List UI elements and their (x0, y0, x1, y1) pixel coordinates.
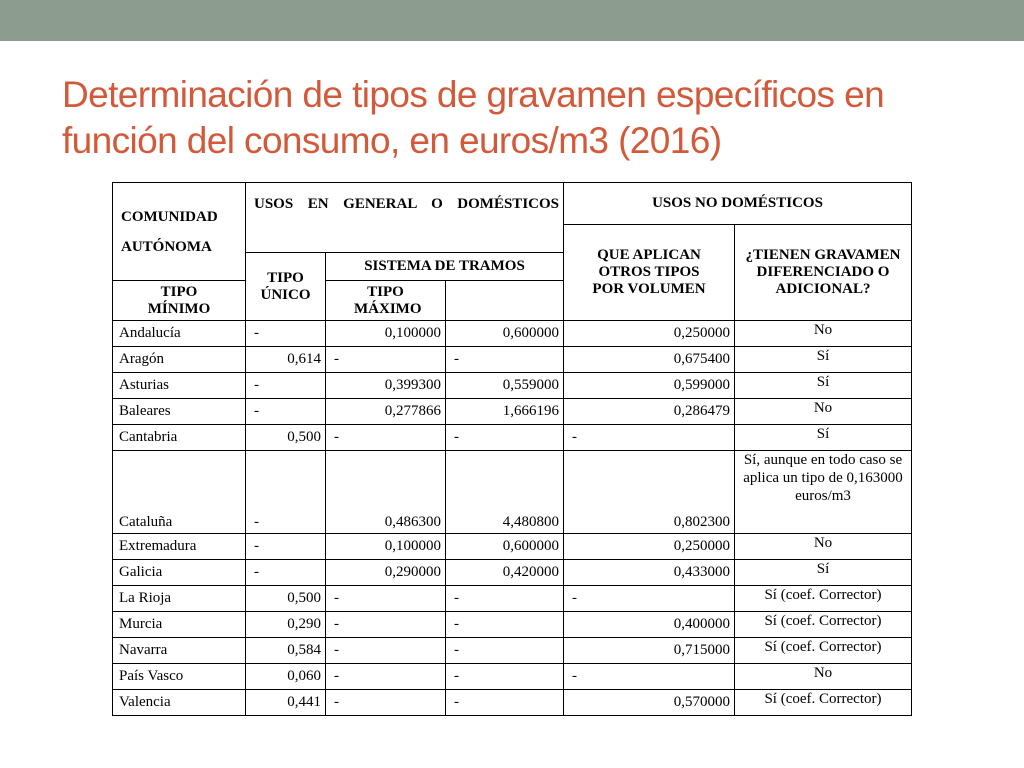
cell-comunidad: Asturias (113, 373, 246, 399)
cell-comunidad: Extremadura (113, 534, 246, 560)
table-row (113, 451, 912, 534)
table-row (113, 399, 912, 425)
cell-otros-tipos: 0,433000 (564, 560, 735, 586)
table-row (113, 425, 912, 451)
cell-gravamen: No (735, 399, 912, 425)
tax-table-container (112, 182, 912, 716)
cell-tipo-unico: 0,584 (246, 638, 326, 664)
cell-gravamen: No (735, 664, 912, 690)
cell-tipo-minimo: 0,290000 (326, 560, 446, 586)
cell-tipo-minimo: 0,486300 (326, 451, 446, 534)
cell-tipo-minimo: - (326, 347, 446, 373)
cell-gravamen: Sí (coef. Corrector) (735, 690, 912, 716)
cell-gravamen: Sí, aunque en todo caso se aplica un tipo de 0,163000 euros/m3 (735, 451, 912, 534)
cell-tipo-unico: 0,614 (246, 347, 326, 373)
cell-otros-tipos: 0,802300 (564, 451, 735, 534)
header-otros-tipos: QUE APLICAN OTROS TIPOS POR VOLUMEN (564, 225, 735, 321)
cell-tipo-unico: 0,500 (246, 425, 326, 451)
cell-gravamen: Sí (coef. Corrector) (735, 586, 912, 612)
cell-otros-tipos: 0,286479 (564, 399, 735, 425)
header-comunidad: COMUNIDAD AUTÓNOMA (113, 183, 246, 281)
cell-tipo-minimo: 0,100000 (326, 534, 446, 560)
cell-tipo-unico: 0,441 (246, 690, 326, 716)
table-row (113, 638, 912, 664)
cell-comunidad: Cataluña (113, 451, 246, 534)
cell-tipo-minimo: 0,399300 (326, 373, 446, 399)
cell-tipo-minimo: 0,100000 (326, 321, 446, 347)
cell-tipo-minimo: - (326, 638, 446, 664)
header-usos-general: USOS EN GENERAL O DOMÉSTICOS (246, 183, 564, 253)
cell-tipo-maximo: 4,480800 (446, 451, 564, 534)
header-gravamen-diferenciado: ¿TIENEN GRAVAMEN DIFERENCIADO O ADICIONAL? (735, 225, 912, 321)
cell-otros-tipos: 0,675400 (564, 347, 735, 373)
cell-comunidad: País Vasco (113, 664, 246, 690)
cell-comunidad: Navarra (113, 638, 246, 664)
cell-gravamen: Sí (735, 425, 912, 451)
table-row (113, 664, 912, 690)
header-sistema-tramos: SISTEMA DE TRAMOS (326, 253, 564, 281)
cell-comunidad: Cantabria (113, 425, 246, 451)
cell-tipo-maximo: 0,600000 (446, 321, 564, 347)
cell-tipo-maximo: - (446, 425, 564, 451)
cell-tipo-maximo: - (446, 664, 564, 690)
cell-comunidad: Murcia (113, 612, 246, 638)
cell-otros-tipos: 0,599000 (564, 373, 735, 399)
cell-tipo-maximo: - (446, 638, 564, 664)
cell-tipo-maximo: 0,600000 (446, 534, 564, 560)
cell-tipo-unico: 0,290 (246, 612, 326, 638)
cell-comunidad: Baleares (113, 399, 246, 425)
cell-otros-tipos: - (564, 586, 735, 612)
cell-gravamen: Sí (735, 347, 912, 373)
cell-comunidad: Andalucía (113, 321, 246, 347)
header-usos-no-domesticos: USOS NO DOMÉSTICOS (564, 183, 912, 225)
cell-gravamen: No (735, 534, 912, 560)
cell-gravamen: Sí (coef. Corrector) (735, 638, 912, 664)
cell-tipo-minimo: 0,277866 (326, 399, 446, 425)
cell-tipo-unico: - (246, 560, 326, 586)
cell-gravamen: Sí (735, 373, 912, 399)
cell-tipo-minimo: - (326, 690, 446, 716)
cell-tipo-maximo: 0,559000 (446, 373, 564, 399)
cell-tipo-unico: - (246, 321, 326, 347)
cell-tipo-unico: - (246, 534, 326, 560)
cell-gravamen: Sí (735, 560, 912, 586)
cell-tipo-unico: - (246, 373, 326, 399)
tax-rates-table (112, 182, 912, 716)
cell-tipo-unico: - (246, 399, 326, 425)
table-row (113, 612, 912, 638)
table-row (113, 534, 912, 560)
cell-comunidad: Galicia (113, 560, 246, 586)
cell-otros-tipos: 0,250000 (564, 534, 735, 560)
header-tipo-minimo: TIPO MÍNIMO (113, 281, 246, 321)
table-row (113, 347, 912, 373)
table-row (113, 321, 912, 347)
cell-otros-tipos: 0,715000 (564, 638, 735, 664)
cell-tipo-maximo: - (446, 690, 564, 716)
cell-tipo-minimo: - (326, 612, 446, 638)
top-band (0, 0, 1024, 41)
table-row (113, 560, 912, 586)
cell-tipo-maximo: 0,420000 (446, 560, 564, 586)
cell-tipo-unico: 0,060 (246, 664, 326, 690)
cell-tipo-minimo: - (326, 664, 446, 690)
cell-comunidad: La Rioja (113, 586, 246, 612)
cell-tipo-maximo: - (446, 612, 564, 638)
cell-otros-tipos: 0,570000 (564, 690, 735, 716)
cell-tipo-minimo: - (326, 425, 446, 451)
table-row (113, 690, 912, 716)
cell-tipo-unico: - (246, 451, 326, 534)
cell-tipo-maximo: - (446, 586, 564, 612)
cell-gravamen: No (735, 321, 912, 347)
cell-tipo-unico: 0,500 (246, 586, 326, 612)
header-tipo-unico: TIPO ÚNICO (246, 253, 326, 321)
cell-tipo-minimo: - (326, 586, 446, 612)
cell-otros-tipos: 0,400000 (564, 612, 735, 638)
cell-otros-tipos: 0,250000 (564, 321, 735, 347)
table-row (113, 373, 912, 399)
cell-comunidad: Valencia (113, 690, 246, 716)
table-body (113, 321, 912, 716)
slide-title: Determinación de tipos de gravamen específicos en función del consumo, en euros/m3 (2016) (62, 74, 885, 161)
cell-otros-tipos: - (564, 425, 735, 451)
header-tipo-maximo: TIPO MÁXIMO (326, 281, 446, 321)
cell-tipo-maximo: 1,666196 (446, 399, 564, 425)
cell-gravamen: Sí (coef. Corrector) (735, 612, 912, 638)
table-row (113, 586, 912, 612)
cell-tipo-maximo: - (446, 347, 564, 373)
cell-otros-tipos: - (564, 664, 735, 690)
cell-comunidad: Aragón (113, 347, 246, 373)
